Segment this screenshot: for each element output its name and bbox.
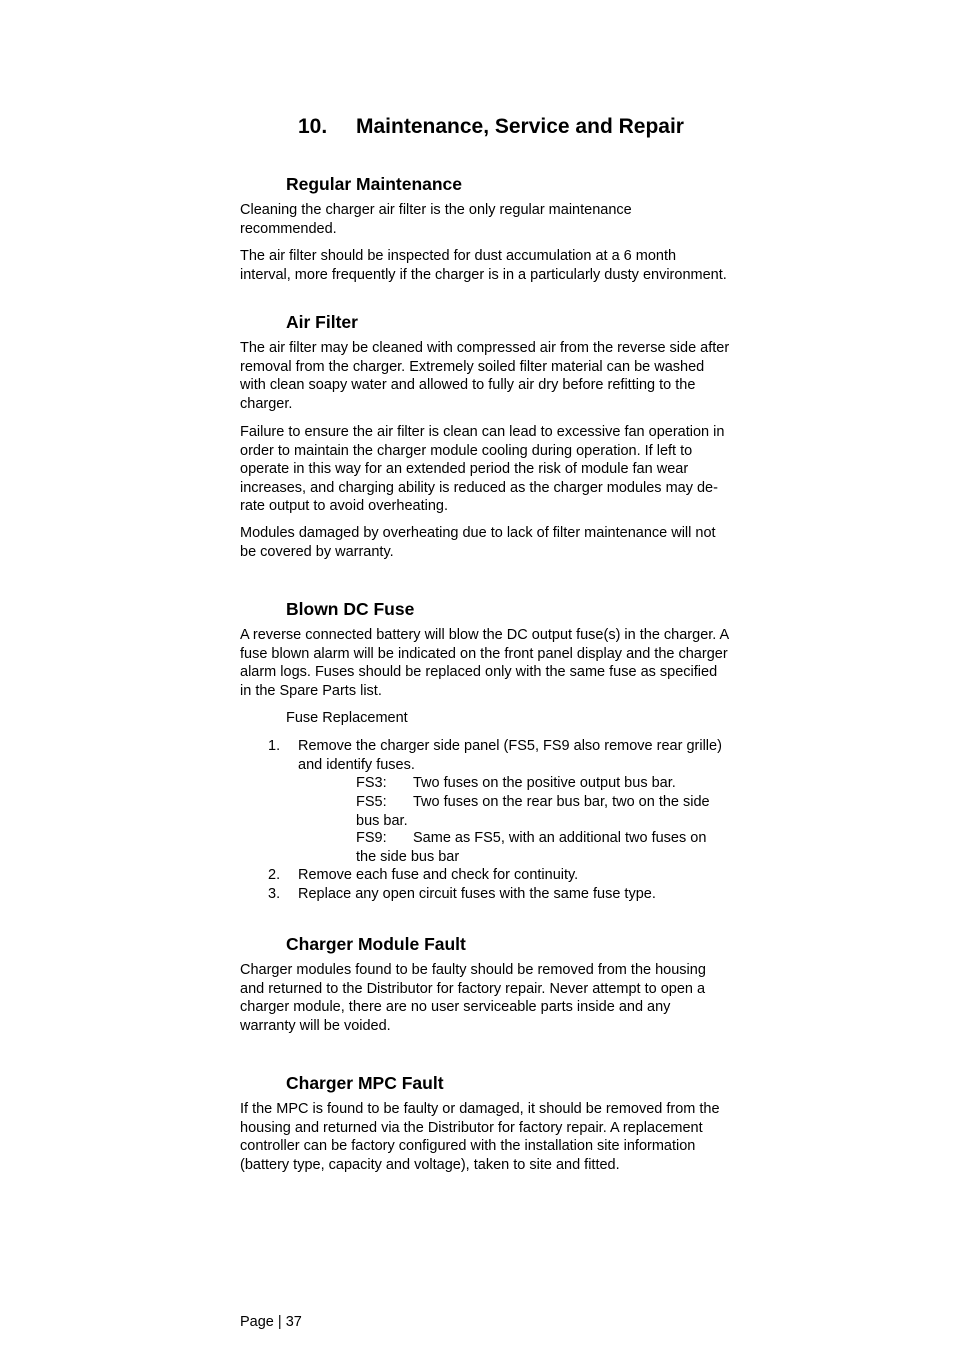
fuse-code: FS5: <box>356 794 387 810</box>
air-filter-paragraph-1: The air filter may be cleaned with compressed air from the reverse side after removal from the charger. Extremely soiled filter material can be washed with clean soapy water and allowed to fully air dry before refitting to the charger. <box>240 340 730 412</box>
blown-dc-fuse-heading: Blown DC Fuse <box>286 599 415 619</box>
list-item <box>268 737 730 774</box>
list-item <box>268 885 730 904</box>
charger-module-fault-paragraph: Charger modules found to be faulty should be removed from the housing and returned to the Distributor for factory repair. Never attempt to open a charger module, there are no user serviceable parts inside and any warranty will be voided. <box>240 962 706 1034</box>
charger-module-fault-heading: Charger Module Fault <box>286 934 466 954</box>
fuse-description: Two fuses on the positive output bus bar. <box>413 775 676 791</box>
fuse-replacement-subheading: Fuse Replacement <box>286 710 408 726</box>
fuse-entry <box>356 793 730 830</box>
air-filter-heading: Air Filter <box>286 312 358 332</box>
chapter-title-text: Maintenance, Service and Repair <box>356 115 684 138</box>
air-filter-paragraph-2: Failure to ensure the air filter is clean can lead to excessive fan operation in order to maintain the charger module cooling during operation. If left to operate in this way for an extended period the risk of module fan wear increases, and charging ability is reduced as the charger modules may de-rate output to avoid overheating. <box>240 424 725 514</box>
chapter-number: 10. <box>298 115 328 138</box>
step-text: Replace any open circuit fuses with the same fuse type. <box>298 886 656 902</box>
step-text: Remove each fuse and check for continuity. <box>298 867 579 883</box>
fuse-code: FS9: <box>356 830 387 846</box>
air-filter-paragraph-3: Modules damaged by overheating due to lack of filter maintenance will not be covered by warranty. <box>240 525 716 560</box>
step-number: 1. <box>268 738 281 754</box>
charger-mpc-fault-heading: Charger MPC Fault <box>286 1073 444 1093</box>
chapter-title <box>298 115 684 139</box>
fuse-entry <box>356 774 730 793</box>
page-number: Page | 37 <box>240 1314 302 1330</box>
fuse-code: FS3: <box>356 775 387 791</box>
regular-maintenance-paragraph-1: Cleaning the charger air filter is the only regular maintenance recommended. <box>240 202 632 237</box>
step-number: 2. <box>268 867 281 883</box>
list-item <box>268 866 730 885</box>
regular-maintenance-paragraph-2: The air filter should be inspected for dust accumulation at a 6 month interval, more frequently if the charger is in a particularly dusty environment. <box>240 248 727 283</box>
charger-mpc-fault-paragraph: If the MPC is found to be faulty or damaged, it should be removed from the housing and returned via the Distributor for factory repair. A replacement controller can be factory configured with the installation site information (battery type, capacity and voltage), taken to site and fitted. <box>240 1101 720 1173</box>
step-number: 3. <box>268 886 281 902</box>
fuse-entry <box>356 829 730 866</box>
step-text: Remove the charger side panel (FS5, FS9 also remove rear grille) and identify fuses. <box>298 738 722 773</box>
regular-maintenance-heading: Regular Maintenance <box>286 174 463 194</box>
blown-dc-fuse-paragraph: A reverse connected battery will blow the DC output fuse(s) in the charger. A fuse blown alarm will be indicated on the front panel display and the charger alarm logs. Fuses should be replaced only with the same fuse as specified in the Spare Parts list. <box>240 627 729 699</box>
fuse-description: Two fuses on the rear bus bar, two on the side bus bar. <box>356 794 710 829</box>
fuse-description: Same as FS5, with an additional two fuses on the side bus bar <box>356 830 707 865</box>
